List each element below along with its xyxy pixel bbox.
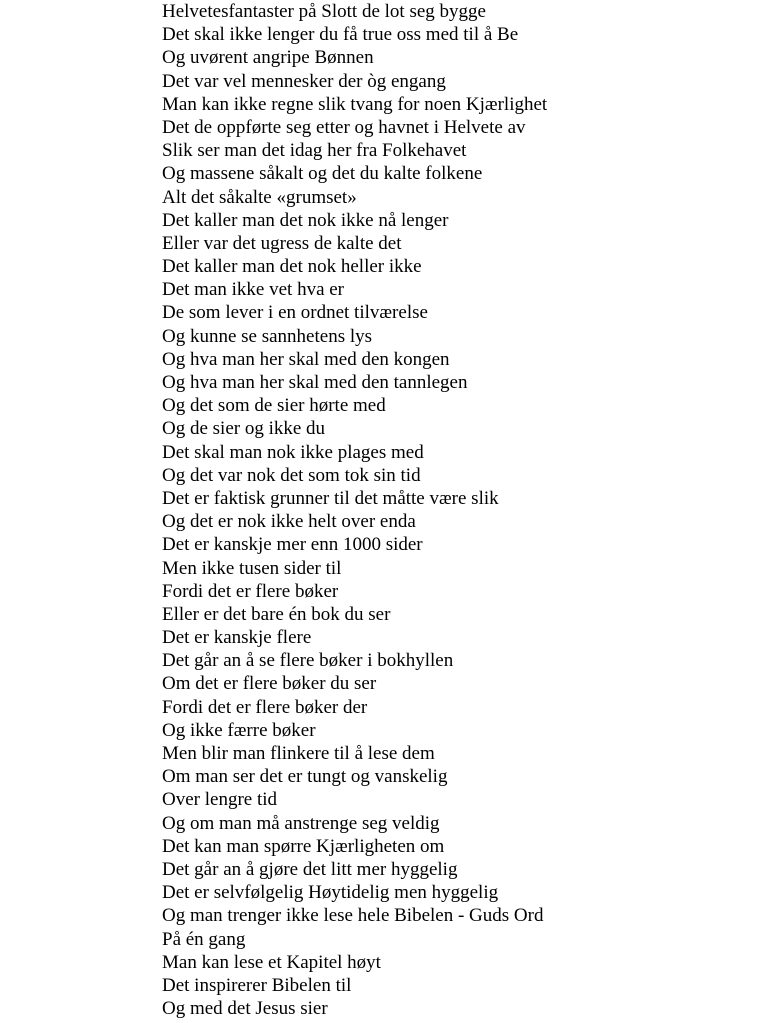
poem-line: De som lever i en ordnet tilværelse <box>162 302 428 324</box>
poem-line: Det er kanskje flere <box>162 627 312 649</box>
poem-line: Men ikke tusen sider til <box>162 557 342 579</box>
poem-line: Man kan lese et Kapitel høyt <box>162 951 381 973</box>
poem-line: Man kan ikke regne slik tvang for noen Kjærlighet <box>162 93 548 115</box>
poem-line: Og kunne se sannhetens lys <box>162 325 373 347</box>
poem-line: Det er kanskje mer enn 1000 sider <box>162 534 423 556</box>
poem-line: Det kaller man det nok heller ikke <box>162 256 422 278</box>
poem-line: Det er selvfølgelig Høytidelig men hyggelig <box>162 882 499 904</box>
poem-line: Det går an å se flere bøker i bokhyllen <box>162 650 454 672</box>
poem-line: Det går an å gjøre det litt mer hyggelig <box>162 858 458 880</box>
poem-line: Om man ser det er tungt og vanskelig <box>162 766 448 788</box>
poem-line: Og det var nok det som tok sin tid <box>162 464 421 486</box>
poem-line: Det kan man spørre Kjærligheten om <box>162 835 445 857</box>
poem-line: Om det er flere bøker du ser <box>162 673 377 695</box>
poem-line: Og om man må anstrenge seg veldig <box>162 812 440 834</box>
poem-line: På én gang <box>162 928 246 950</box>
poem-line: Det man ikke vet hva er <box>162 279 345 301</box>
poem-line: Og hva man her skal med den kongen <box>162 348 450 370</box>
poem-line: Det kaller man det nok ikke nå lenger <box>162 209 449 231</box>
poem-line: Helvetesfantaster på Slott de lot seg bygge <box>162 1 486 22</box>
poem-line: Det inspirerer Bibelen til <box>162 974 352 996</box>
poem-line: Og de sier og ikke du <box>162 418 326 440</box>
poem-line: Det skal man nok ikke plages med <box>162 441 424 463</box>
poem-line: Det var vel mennesker der òg engang <box>162 70 446 92</box>
poem-line: Det er faktisk grunner til det måtte være slik <box>162 487 499 509</box>
poem-line: Alt det såkalte «grumset» <box>162 186 357 208</box>
poem-line: Og uvørent angripe Bønnen <box>162 47 374 69</box>
poem-line: Fordi det er flere bøker der <box>162 696 368 718</box>
poem-line: Og man trenger ikke lese hele Bibelen - Guds Ord <box>162 905 544 927</box>
poem-line: Slik ser man det idag her fra Folkehavet <box>162 140 467 162</box>
poem-line: Det skal ikke lenger du få true oss med til å Be <box>162 24 519 46</box>
poem-line: Og det som de sier hørte med <box>162 395 386 417</box>
poem-line: Og hva man her skal med den tannlegen <box>162 372 468 393</box>
poem-line: Over lengre tid <box>162 789 278 811</box>
poem-line: Og massene såkalt og det du kalte folkene <box>162 163 483 185</box>
poem-line: Eller er det bare én bok du ser <box>162 603 391 625</box>
poem-line: Det de oppførte seg etter og havnet i Helvete av <box>162 116 526 138</box>
poem-line: Eller var det ugress de kalte det <box>162 232 402 254</box>
poem-line: Men blir man flinkere til å lese dem <box>162 743 435 764</box>
poem-line: Fordi det er flere bøker <box>162 580 339 602</box>
poem-text <box>162 0 547 1020</box>
poem-line: Og ikke færre bøker <box>162 719 316 741</box>
poem-line: Og med det Jesus sier <box>162 998 328 1020</box>
poem-line: Og det er nok ikke helt over enda <box>162 511 416 533</box>
